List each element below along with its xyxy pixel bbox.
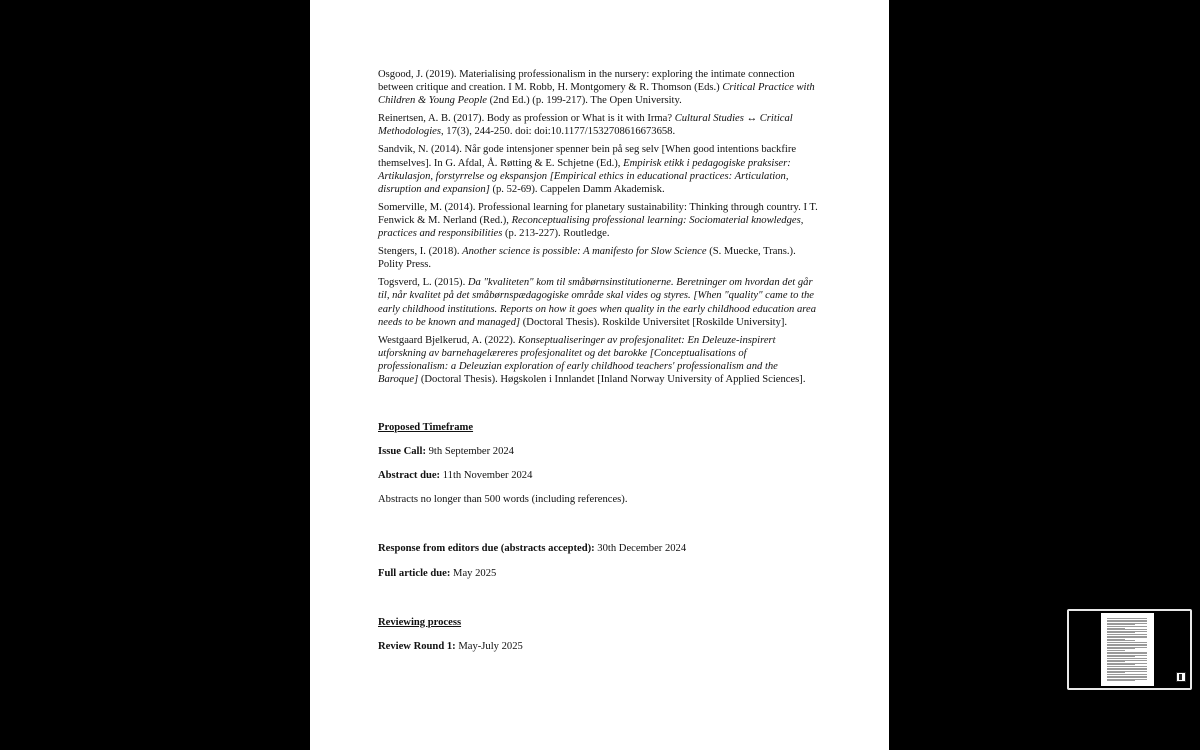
- reference-entry: [378, 143, 818, 195]
- response-due-label: Response from editors due (abstracts accepted):: [378, 543, 595, 555]
- issue-call-label: Issue Call:: [378, 446, 426, 458]
- reviewing-heading: Reviewing process: [378, 616, 462, 628]
- reference-text: (Doctoral Thesis). Høgskolen i Innlandet [Inland Norway University of Applied Sciences].: [418, 373, 806, 385]
- page-content: [378, 68, 818, 653]
- reference-title: Konseptualiseringer av profesjonalitet: En Deleuze-inspirert utforskning av barnehagelæreres profesjonalitet og det barokke [Conceptualisations of professionalism: a Deleuzian exploration of early childhood teachers' professionalism and the Baroque]: [378, 334, 778, 385]
- review-round-1-line: [378, 640, 818, 653]
- reference-entry: [378, 201, 818, 240]
- full-article-label: Full article due:: [378, 567, 451, 579]
- reference-entry: [378, 245, 818, 271]
- reference-text: Osgood, J. (2019). Materialising professionalism in the nursery: exploring the intimate connection between critique and creation. I M. Robb, H. Montgomery & R. Thomson (Eds.): [378, 69, 795, 94]
- full-article-value: May 2025: [450, 567, 497, 579]
- abstract-due-label: Abstract due:: [378, 470, 441, 482]
- reference-text: (S. Muecke, Trans.). Polity Press.: [378, 246, 796, 271]
- issue-call-value: 9th September 2024: [425, 446, 514, 458]
- reference-text: Sandvik, N. (2014). Når gode intensjoner spenner bein på seg selv [When good intentions backfire themselves]. In G. Afdal, Å. Røtting & E. Schjetne (Ed.),: [378, 144, 797, 169]
- reference-title: Cultural Studies ↔ Critical Methodologies: [378, 113, 793, 138]
- issue-call-line: [378, 445, 818, 458]
- reference-text: (Doctoral Thesis). Roskilde Universitet [Roskilde University].: [520, 316, 788, 328]
- abstract-due-line: [378, 469, 818, 482]
- document-page: [310, 0, 889, 750]
- reference-text: Stengers, I. (2018).: [378, 246, 463, 258]
- reference-entry: [378, 68, 818, 107]
- reference-entry: [378, 276, 818, 328]
- thumbnail-page-preview[interactable]: [1101, 613, 1154, 686]
- abstract-due-value: 11th November 2024: [440, 470, 533, 482]
- reference-text: , 17(3), 244-250. doi: doi:10.1177/1532708616673658.: [440, 126, 676, 138]
- reference-text: Reinertsen, A. B. (2017). Body as profession or What is it with Irma?: [378, 113, 675, 125]
- reference-text: (p. 52-69). Cappelen Damm Akademisk.: [489, 183, 665, 195]
- reference-title: Empirisk etikk i pedagogiske praksiser: Artikulasjon, forstyrrelse og ekspansjon [Empirical ethics in educational practices: Articulation, disruption and expansion]: [378, 157, 791, 195]
- reference-text: Westgaard Bjelkerud, A. (2022).: [378, 334, 519, 346]
- reference-title: Da "kvaliteten" kom til småbørnsinstitutionerne. Beretninger om hvordan det går til, når kvalitet på det småbørnspædagogiske område skal vides og styres. [When "quality" came to the early childhood institutions. Reports on how it goes when quality in the early childhood education area needs to be known and managed]: [378, 277, 817, 328]
- reference-text: Togsverd, L. (2015).: [378, 277, 468, 289]
- review-round-1-label: Review Round 1:: [378, 640, 456, 652]
- response-due-value: 30th December 2024: [594, 543, 687, 555]
- reference-text: (p. 213-227). Routledge.: [502, 228, 610, 240]
- review-round-1-value: May-July 2025: [455, 640, 523, 652]
- reference-text: (2nd Ed.) (p. 199-217). The Open University.: [486, 95, 682, 107]
- reference-entry: [378, 334, 818, 386]
- thumbnail-text-line: [1107, 680, 1135, 681]
- page-view-icon[interactable]: [1176, 672, 1186, 682]
- page-thumbnail-navigator[interactable]: [1067, 609, 1192, 690]
- full-article-line: [378, 567, 818, 580]
- response-due-line: [378, 542, 818, 555]
- references-list: [378, 68, 818, 386]
- reference-title: Reconceptualising professional learning: Sociomaterial knowledges, practices and responsibilities: [378, 214, 804, 240]
- timeframe-heading: Proposed Timeframe: [378, 422, 474, 434]
- reference-text: Somerville, M. (2014). Professional learning for planetary sustainability: Thinking through country. I T. Fenwick & M. Nerland (Red.),: [378, 201, 818, 226]
- reference-entry: [378, 112, 818, 138]
- abstract-note: Abstracts no longer than 500 words (including references).: [378, 494, 628, 506]
- reference-title: Critical Practice with Children & Young People: [378, 82, 815, 107]
- reference-title: Another science is possible: A manifesto for Slow Science: [462, 246, 707, 258]
